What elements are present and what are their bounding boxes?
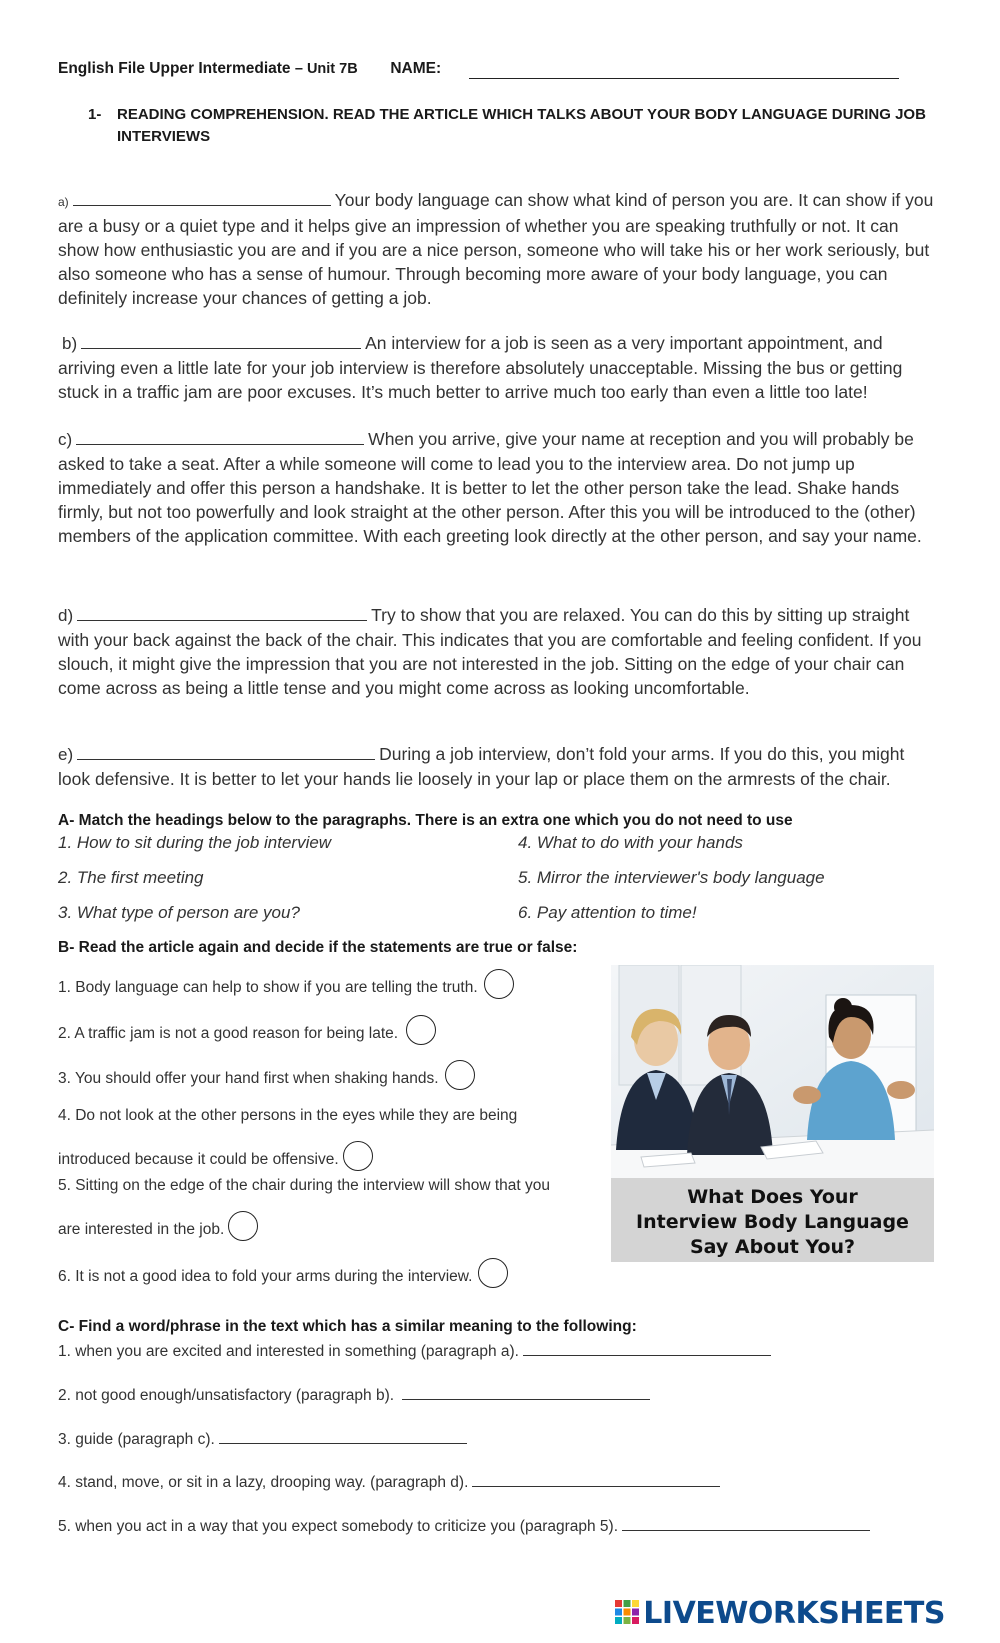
statement-3: 3. You should offer your hand first when shaking hands.	[58, 1064, 475, 1094]
answer-circle-1[interactable]	[484, 969, 514, 999]
statement-2: 2. A traffic jam is not a good reason for being late.	[58, 1019, 436, 1049]
answer-line-3[interactable]	[219, 1429, 467, 1444]
answer-line-4[interactable]	[472, 1472, 720, 1487]
paragraph-label: b)	[62, 334, 78, 353]
image-caption: What Does Your Interview Body Language Say About You?	[611, 1178, 934, 1262]
heading-option: 6. Pay attention to time!	[518, 903, 697, 922]
paragraph-b: b) An interview for a job is seen as a very important appointment, and arriving even a little late for your job interview is therefore absolutely unacceptable. Missing the bus or getting stuck in a traffic jam are poor excuses. It’s much better to arrive much too early than even a little too late!	[58, 333, 903, 402]
question-1: 1. when you are excited and interested in something (paragraph a).	[58, 1341, 775, 1361]
heading-blank-a[interactable]	[73, 189, 331, 206]
answer-circle-2[interactable]	[406, 1015, 436, 1045]
statement-4-line2: introduced because it could be offensive.	[58, 1145, 373, 1175]
paragraph-e: e) During a job interview, don’t fold your arms. If you do this, you might look defensive. It is better to let your hands lie loosely in your lap or place them on the armrests of the chair.	[58, 744, 905, 789]
name-label: NAME:	[390, 60, 442, 77]
question-3: 3. guide (paragraph c).	[58, 1429, 471, 1449]
paragraph-label: e)	[58, 745, 74, 764]
question-4: 4. stand, move, or sit in a lazy, drooping way. (paragraph d).	[58, 1472, 724, 1492]
statement-4-line1: 4. Do not look at the other persons in the eyes while they are being	[58, 1107, 518, 1124]
section-b-instruction: B- Read the article again and decide if the statements are true or false:	[58, 939, 578, 956]
section-a-instruction: A- Match the headings below to the paragraphs. There is an extra one which you do not need to use	[58, 812, 793, 829]
worksheet-header	[58, 60, 441, 78]
heading-option: 3. What type of person are you?	[58, 903, 300, 922]
answer-circle-4[interactable]	[343, 1141, 373, 1171]
heading-blank-d[interactable]	[77, 604, 367, 621]
statement-1: 1. Body language can help to show if you are telling the truth.	[58, 973, 514, 1003]
unit-label: – Unit 7B	[294, 61, 358, 77]
answer-circle-6[interactable]	[478, 1258, 508, 1288]
statement-5-line2: are interested in the job.	[58, 1215, 258, 1245]
heading-option: 4. What to do with your hands	[518, 833, 743, 852]
answer-line-2[interactable]	[402, 1385, 650, 1400]
answer-line-1[interactable]	[523, 1341, 771, 1356]
answer-line-5[interactable]	[622, 1516, 870, 1531]
interview-photo	[611, 965, 934, 1178]
heading-blank-e[interactable]	[77, 743, 375, 760]
paragraph-label: a)	[58, 195, 69, 209]
task-number: 1-	[88, 106, 102, 123]
paragraph-label: d)	[58, 606, 74, 625]
question-2: 2. not good enough/unsatisfactory (paragraph b).	[58, 1385, 654, 1405]
heading-option: 5. Mirror the interviewer's body language	[518, 868, 825, 887]
statement-6: 6. It is not a good idea to fold your arms during the interview.	[58, 1262, 508, 1292]
heading-blank-c[interactable]	[76, 428, 364, 445]
answer-circle-3[interactable]	[445, 1060, 475, 1090]
heading-option: 1. How to sit during the job interview	[58, 833, 332, 852]
heading-option: 2. The first meeting	[58, 868, 204, 887]
answer-circle-5[interactable]	[228, 1211, 258, 1241]
paragraph-c: c) When you arrive, give your name at reception and you will probably be asked to take a seat. After a while someone will come to lead you to the interview area. Do not jump up immediately and offer this person a handshake. It is better to let the other person take the lead. Shake hands firmly, but not too powerfully and look straight at the other person. After this you will be introduced to the (other) members of the application committee. With each greeting look directly at the other person, and say your name.	[58, 429, 922, 546]
liveworksheets-logo: LIVEWORKSHEETS	[614, 1596, 945, 1631]
name-input-line[interactable]	[469, 78, 899, 79]
interview-illustration	[611, 965, 934, 1178]
task-title: READING COMPREHENSION. READ THE ARTICLE WHICH TALKS ABOUT YOUR BODY LANGUAGE DURING JOB INTERVIEWS	[117, 106, 926, 145]
statement-5-line1: 5. Sitting on the edge of the chair during the interview will show that you	[58, 1177, 550, 1194]
paragraph-label: c)	[58, 430, 73, 449]
liveworksheets-logo-icon	[614, 1599, 640, 1625]
interview-image	[611, 965, 934, 1262]
question-5: 5. when you act in a way that you expect somebody to criticize you (paragraph 5).	[58, 1516, 874, 1536]
section-c-instruction: C- Find a word/phrase in the text which has a similar meaning to the following:	[58, 1318, 637, 1335]
course-title: English File Upper Intermediate	[58, 60, 291, 77]
paragraph-d: d) Try to show that you are relaxed. You can do this by sitting up straight with your back against the back of the chair. This indicates that you are comfortable and feeling confident. If you slouch, it might give the impression that you are not interested in the job. Sitting on the edge of your chair can come across as being a little tense and you might come across as looking uncomfortable.	[58, 605, 922, 698]
paragraph-a: a) Your body language can show what kind of person you are. It can show if you are a busy or a quiet type and it helps give an impression of whether you are speaking truthfully or not. It can show how enthusiastic you are and if you are a nice person, someone who will take his or her work seriously, but also someone who has a sense of humour. Through becoming more aware of your body language, you can definitely increase your chances of getting a job.	[58, 190, 934, 308]
heading-blank-b[interactable]	[81, 332, 361, 349]
